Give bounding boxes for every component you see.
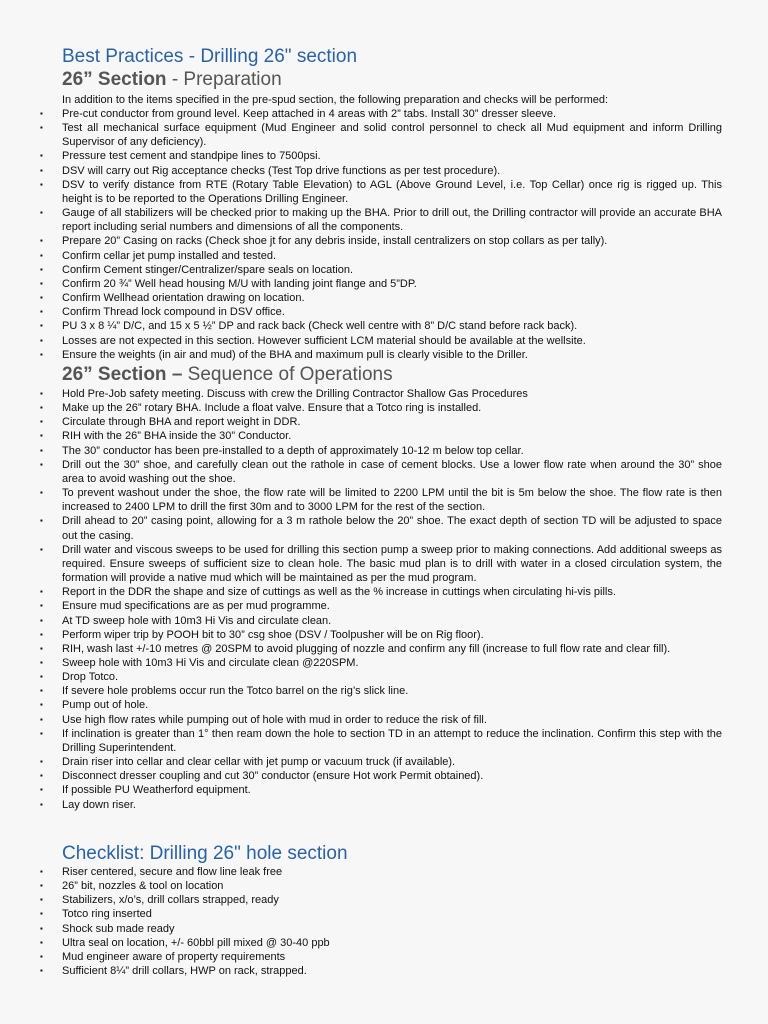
sequence-item [0,543,768,585]
sequence-item [0,614,768,628]
bullet-icon: ▪ [40,657,43,667]
preparation-item [0,107,768,121]
preparation-item-text: Confirm Wellhead orientation drawing on location. [62,292,305,305]
bullet-icon: ▪ [40,771,43,781]
sequence-item-text: Drill ahead to 20” casing point, allowing for a 3 m rathole below the 20” shoe. The exact depth of section TD will be adjusted to space out the casing. [62,515,722,542]
sequence-item-text: RIH, wash last +/-10 metres @ 20SPM to avoid plugging of nozzle and confirm any fill (increase to full flow rate and clear fill). [62,642,671,655]
sequence-item [0,755,768,769]
preparation-item [0,334,768,348]
bullet-icon: ▪ [40,459,43,469]
checklist-item [0,936,768,950]
checklist-item-text: Riser centered, secure and flow line leak free [62,866,283,878]
bullet-icon: ▪ [40,544,43,554]
preparation-heading [62,68,282,92]
preparation-item [0,149,768,163]
checklist-item-text: 26” bit, nozzles & tool on location [62,880,224,893]
preparation-item [0,121,768,149]
checklist-item-text: Ultra seal on location, +/- 60bbl pill mixed @ 30-40 ppb [62,936,330,949]
bullet-icon: ▪ [40,881,43,891]
sequence-heading-bold: 26” Section – [62,364,183,385]
preparation-item-text: Confirm Thread lock compound in DSV office. [62,306,285,319]
checklist-item [0,922,768,936]
sequence-item [0,713,768,727]
bullet-icon: ▪ [40,307,43,317]
preparation-item-text: DSV will carry out Rig acceptance checks (Test Top drive functions as per test procedure). [62,164,501,177]
preparation-item [0,291,768,305]
preparation-intro: In addition to the items specified in the pre-spud section, the following preparation and checks will be performed: [62,94,609,106]
sequence-item [0,656,768,670]
bullet-icon: ▪ [40,601,43,611]
sequence-item [0,585,768,599]
sequence-item-text: Drain riser into cellar and clear cellar with jet pump or vacuum truck (if available). [62,756,456,769]
bullet-icon: ▪ [40,516,43,526]
bullet-icon: ▪ [40,966,43,976]
sequence-item-text: Use high flow rates while pumping out of hole with mud in order to reduce the risk of fill. [62,713,487,726]
sequence-item-text: Sweep hole with 10m3 Hi Vis and circulate clean @220SPM. [62,656,359,669]
sequence-item-text: The 30” conductor has been pre-installed to a depth of approximately 10-12 m below top cellar. [62,444,524,457]
sequence-item [0,670,768,684]
bullet-icon: ▪ [40,895,43,905]
bullet-icon: ▪ [40,123,43,133]
sequence-item-text: To prevent washout under the shoe, the flow rate will be limited to 2200 LPM until the bit is 5m below the shoe. The flow rate is then increased to 2400 LPM to drill the first 30m and to 3000 LPM for the rest of the section. [62,487,722,514]
sequence-item-text: Drop Totco. [62,671,119,684]
sequence-item-text: If possible PU Weatherford equipment. [62,784,251,797]
preparation-item [0,277,768,291]
sequence-item [0,429,768,443]
preparation-item-text: Prepare 20” Casing on racks (Check shoe jt for any debris inside, install centralizers on stop collars as per tally). [62,235,608,248]
preparation-item [0,234,768,248]
sequence-item-text: Pump out of hole. [62,699,149,712]
bullet-icon: ▪ [40,179,43,189]
sequence-item-text: Ensure mud specifications are as per mud programme. [62,600,330,613]
bullet-icon: ▪ [40,785,43,795]
sequence-item-text: Drill out the 30” shoe, and carefully clean out the rathole in case of cement blocks. Use a lower flow rate when around the 30” shoe area to avoid washing out the shoe. [62,458,722,485]
bullet-icon: ▪ [40,431,43,441]
bullet-icon: ▪ [40,629,43,639]
preparation-list [0,107,768,362]
bullet-icon: ▪ [40,335,43,345]
bullet-icon: ▪ [40,445,43,455]
bullet-icon: ▪ [40,208,43,218]
preparation-item-text: Ensure the weights (in air and mud) of the BHA and maximum pull is clearly visible to the Driller. [62,348,528,361]
sequence-item [0,514,768,542]
sequence-item [0,642,768,656]
sequence-item-text: Report in the DDR the shape and size of cuttings as well as the % increase in cuttings when circulating hi-vis pills. [62,586,616,599]
bullet-icon: ▪ [40,643,43,653]
preparation-item [0,348,768,362]
bullet-icon: ▪ [40,264,43,274]
sequence-item-text: If severe hole problems occur run the Totco barrel on the rig’s slick line. [62,685,409,698]
bullet-icon: ▪ [40,278,43,288]
sequence-item [0,444,768,458]
sequence-item-text: At TD sweep hole with 10m3 Hi Vis and circulate clean. [62,614,332,627]
sequence-item [0,401,768,415]
bullet-icon: ▪ [40,728,43,738]
bullet-icon: ▪ [40,757,43,767]
bullet-icon: ▪ [40,923,43,933]
sequence-item-text: Hold Pre-Job safety meeting. Discuss with crew the Drilling Contractor Shallow Gas Procedures [62,388,528,400]
sequence-item [0,727,768,755]
sequence-item-text: Lay down riser. [62,798,136,811]
preparation-item-text: Pressure test cement and standpipe lines to 7500psi. [62,150,321,163]
sequence-item [0,387,768,401]
bullet-icon: ▪ [40,417,43,427]
bullet-icon: ▪ [40,236,43,246]
bullet-icon: ▪ [40,714,43,724]
bullet-icon: ▪ [40,587,43,597]
sequence-item [0,599,768,613]
sequence-item-text: Perform wiper trip by POOH bit to 30” csg shoe (DSV / Toolpusher will be on Rig floor). [62,628,484,641]
checklist-item-text: Mud engineer aware of property requirements [62,950,286,963]
preparation-heading-bold: 26” Section [62,69,167,90]
checklist-item [0,879,768,893]
checklist-item-text: Stabilizers, x/o’s, drill collars strapped, ready [62,894,279,907]
bullet-icon: ▪ [40,799,43,809]
bullet-icon: ▪ [40,700,43,710]
preparation-item-text: Confirm cellar jet pump installed and tested. [62,249,276,262]
sequence-item [0,684,768,698]
bullet-icon: ▪ [40,349,43,359]
preparation-item [0,164,768,178]
preparation-item [0,206,768,234]
sequence-item-text: Drill water and viscous sweeps to be used for drilling this section pump a sweep prior to making connections. Add additional sweeps as required. Ensure sweeps of sufficient size to clean hole. The basic mud plan is to drill with water in a closed circulation system, the formation will provide a native mud which will be maintained as per the mud program. [62,543,722,585]
bullet-icon: ▪ [40,951,43,961]
checklist-item-text: Shock sub made ready [62,922,175,935]
bullet-icon: ▪ [40,909,43,919]
bullet-icon: ▪ [40,389,43,398]
bullet-icon: ▪ [40,488,43,498]
sequence-item [0,769,768,783]
sequence-item-text: RIH with the 26” BHA inside the 30” Conductor. [62,430,292,443]
bullet-icon: ▪ [40,151,43,161]
bullet-icon: ▪ [40,403,43,413]
bullet-icon: ▪ [40,615,43,625]
sequence-item [0,698,768,712]
checklist-item [0,893,768,907]
preparation-item [0,249,768,263]
sequence-item [0,415,768,429]
checklist-item [0,950,768,964]
bullet-icon: ▪ [40,867,43,876]
bullet-icon: ▪ [40,937,43,947]
preparation-item-text: Losses are not expected in this section. However sufficient LCM material should be available at the wellsite. [62,334,586,347]
bullet-icon: ▪ [40,165,43,175]
bullet-icon: ▪ [40,293,43,303]
checklist-item [0,865,768,879]
sequence-list [0,387,768,812]
preparation-item-text: Pre-cut conductor from ground level. Keep attached in 4 areas with 2” tabs. Install 30” dresser sleeve. [62,108,557,120]
preparation-item-text: Confirm Cement stinger/Centralizer/spare seals on location. [62,263,354,276]
preparation-item-text: Gauge of all stabilizers will be checked prior to making up the BHA. Prior to drill out, the Drilling contractor will provide an accurate BHA report including serial numbers and dimensions of all the components. [62,207,722,234]
sequence-item-text: If inclination is greater than 1° then ream down the hole to section TD in an attempt to reduce the inclination. Confirm this step with the Drilling Superintendent. [62,727,722,754]
preparation-item-text: Confirm 20 ¾” Well head housing M/U with landing joint flange and 5”DP. [62,277,417,290]
checklist-item-text: Sufficient 8¼” drill collars, HWP on rack, strapped. [62,965,307,978]
preparation-item [0,319,768,333]
preparation-item [0,305,768,319]
preparation-item-text: PU 3 x 8 ¼” D/C, and 15 x 5 ½” DP and rack back (Check well centre with 8” D/C stand before rack back). [62,320,578,333]
page-title: Best Practices - Drilling 26" section [62,46,358,67]
checklist-list [0,865,768,978]
bullet-icon: ▪ [40,250,43,260]
sequence-item [0,458,768,486]
preparation-heading-rest: - Preparation [166,69,282,90]
sequence-item-text: Disconnect dresser coupling and cut 30” conductor (ensure Hot work Permit obtained). [62,770,484,783]
checklist-item-text: Totco ring inserted [62,908,152,921]
bullet-icon: ▪ [40,321,43,331]
sequence-item [0,628,768,642]
sequence-item-text: Circulate through BHA and report weight in DDR. [62,416,301,429]
sequence-item [0,783,768,797]
preparation-item-text: DSV to verify distance from RTE (Rotary Table Elevation) to AGL (Above Ground Level, i.e. Top Cellar) once rig is rigged up. This height is to be reported to the Operations Drilling Engineer. [62,178,722,205]
preparation-item-text: Test all mechanical surface equipment (Mud Engineer and solid control personnel to check all Mud equipment and inform Drilling Supervisor of any deficiency). [62,122,722,149]
sequence-heading [62,363,393,387]
sequence-item-text: Make up the 26” rotary BHA. Include a float valve. Ensure that a Totco ring is installed. [62,402,482,415]
sequence-item [0,798,768,812]
sequence-heading-rest: Sequence of Operations [182,364,393,385]
bullet-icon: ▪ [40,672,43,682]
checklist-item [0,964,768,978]
bullet-icon: ▪ [40,109,43,118]
preparation-item [0,263,768,277]
bullet-icon: ▪ [40,686,43,696]
sequence-item [0,486,768,514]
checklist-heading: Checklist: Drilling 26" hole section [62,843,348,864]
checklist-item [0,907,768,921]
preparation-item [0,178,768,206]
